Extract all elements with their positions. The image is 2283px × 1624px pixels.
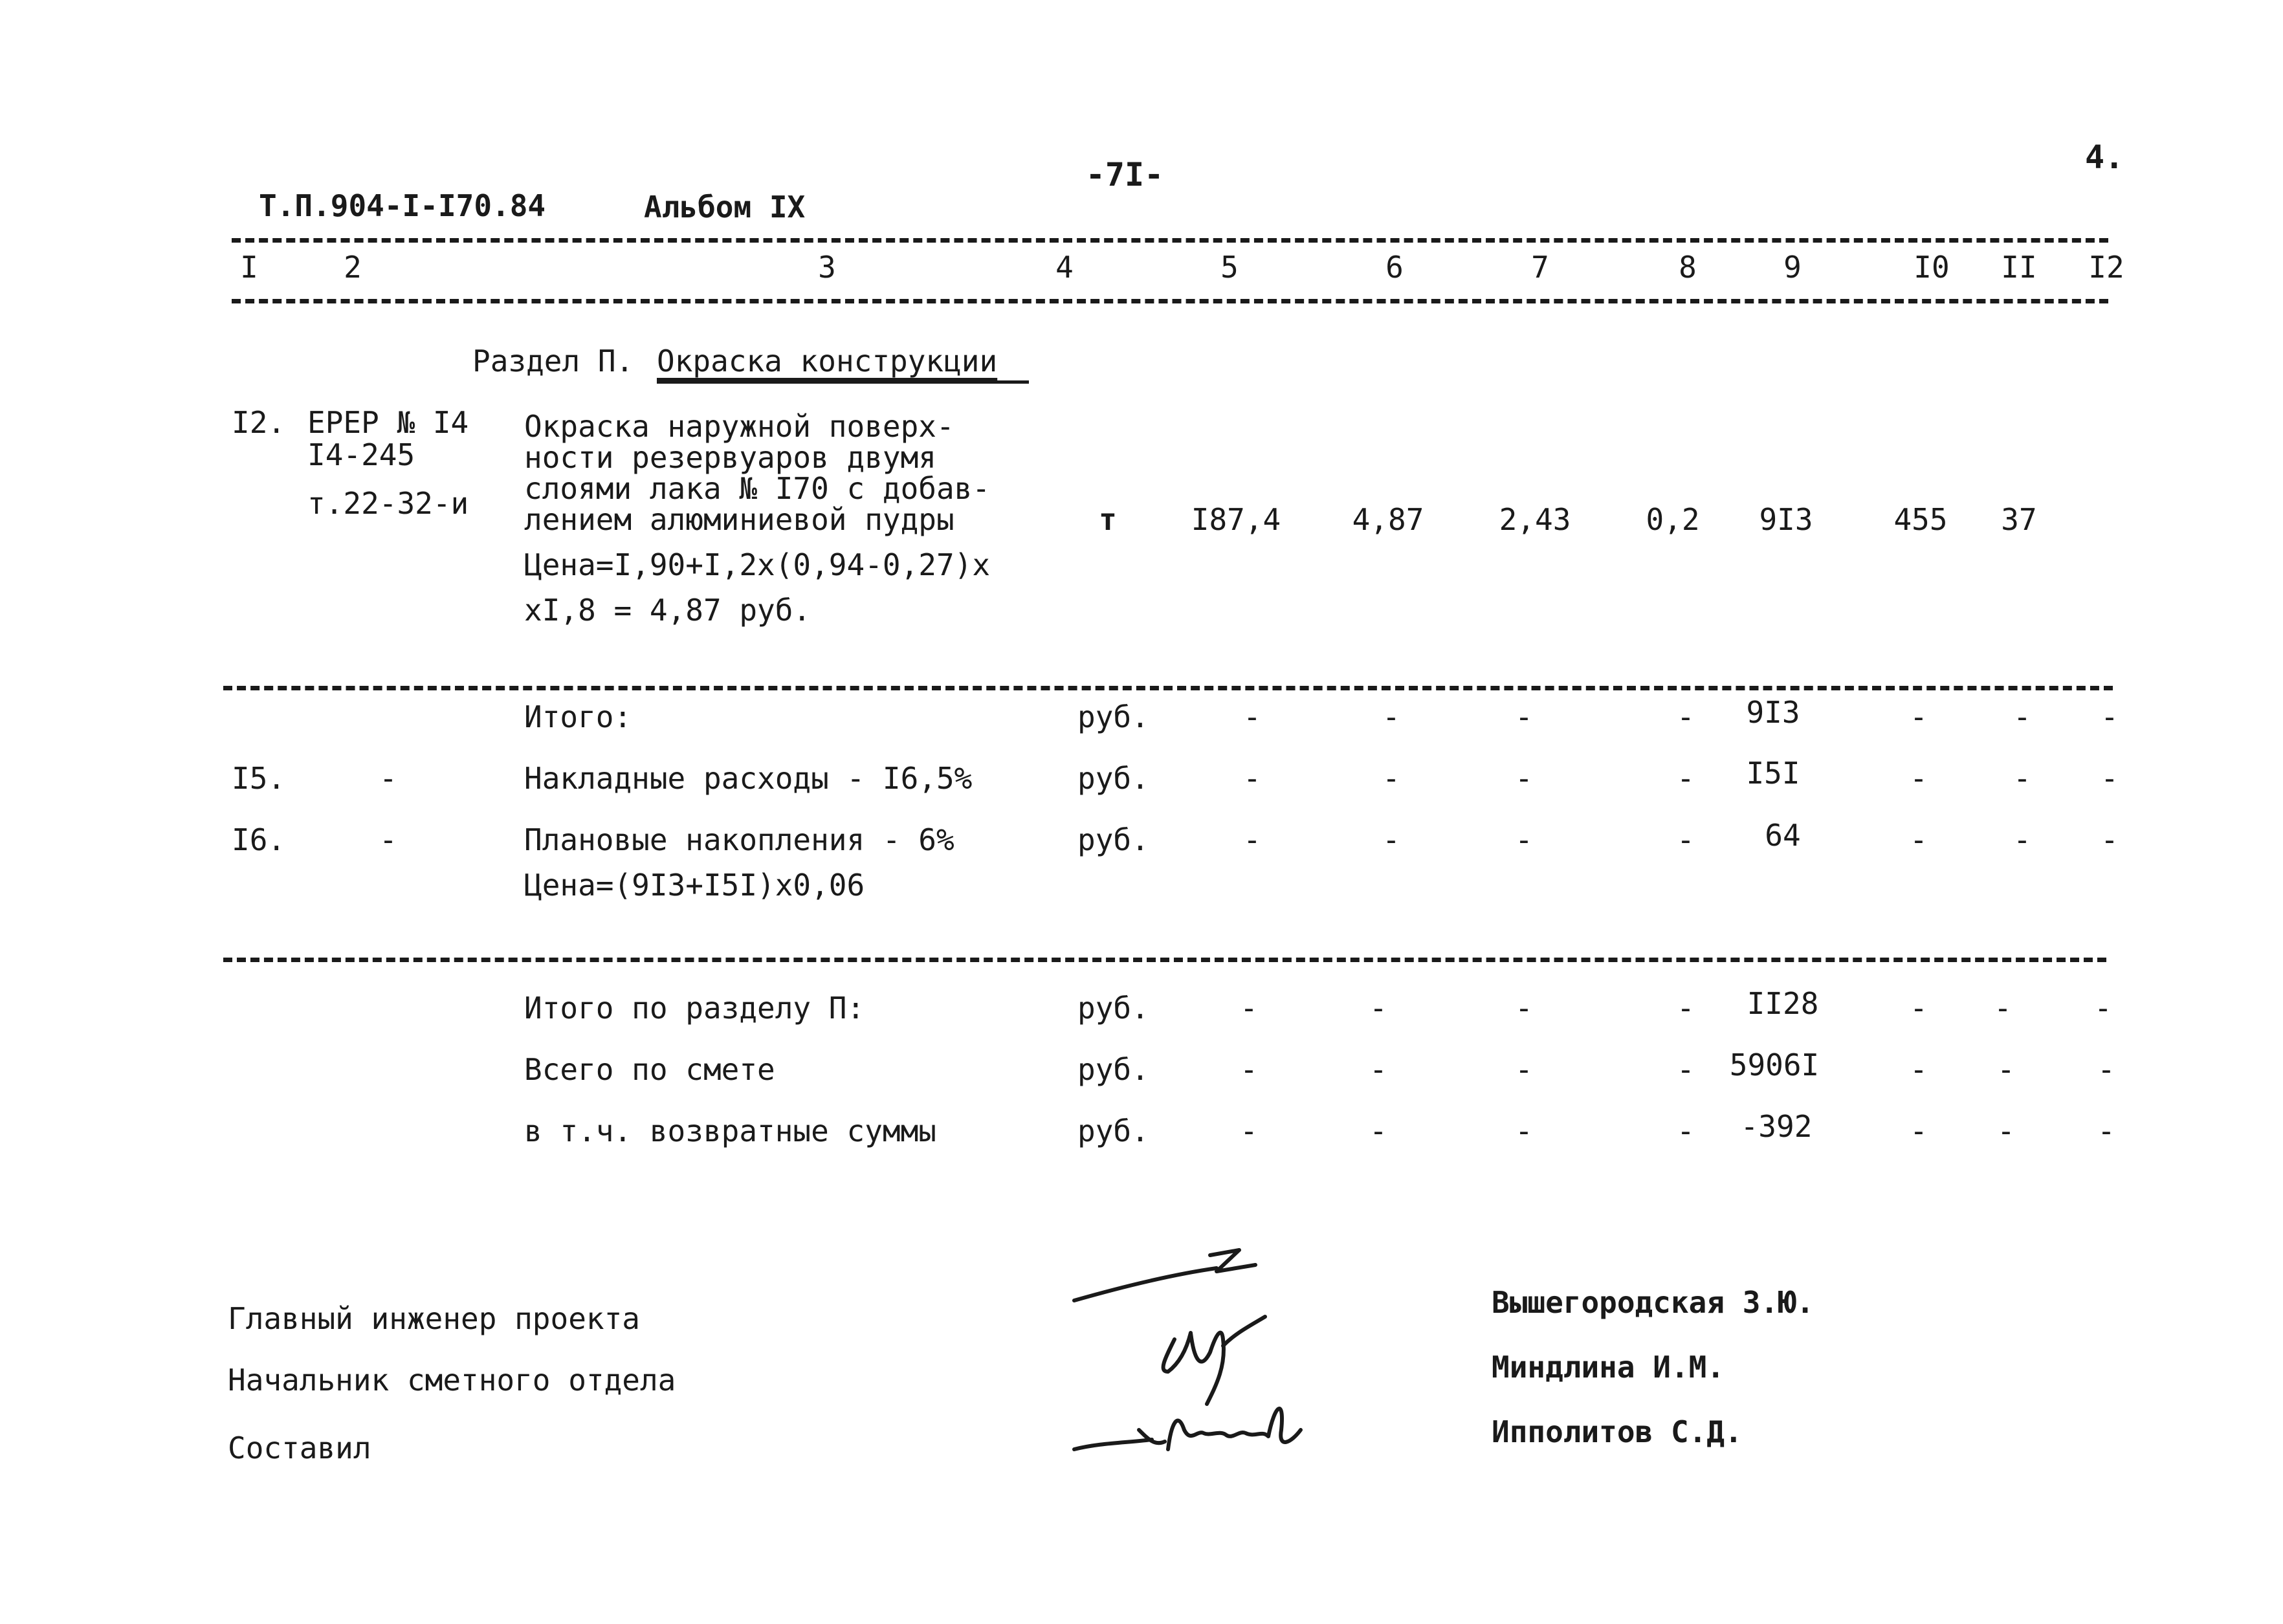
total-col9: -392 — [1740, 1109, 1813, 1144]
summary-col8: - — [1677, 822, 1695, 857]
summary-col10: - — [1910, 822, 1928, 857]
name-compiler: Ипполитов С.Д. — [1492, 1414, 1743, 1449]
summary-col12: - — [2101, 761, 2119, 796]
summary-col11: - — [2013, 761, 2031, 796]
total-col10: - — [1910, 991, 1928, 1026]
col-header-10: I0 — [1914, 250, 1950, 285]
total-col8: - — [1677, 1052, 1695, 1087]
summary-col2: - — [379, 761, 397, 796]
item-price-line: Цена=I,90+I,2х(0,94-0,27)х — [524, 547, 991, 582]
total-col11: - — [1994, 991, 2012, 1026]
item-col7: 2,43 — [1499, 502, 1571, 537]
total-col12: - — [2097, 1114, 2115, 1148]
summary-col5: - — [1243, 699, 1261, 734]
summary-col6: - — [1382, 761, 1400, 796]
col-header-2: 2 — [344, 250, 362, 285]
page-number: -7I- — [1085, 156, 1164, 193]
item-col8: 0,2 — [1646, 502, 1700, 537]
col-header-8: 8 — [1679, 250, 1697, 285]
col-header-7: 7 — [1531, 250, 1549, 285]
summary-col9: 64 — [1765, 818, 1801, 853]
summary-label: Итого: — [524, 699, 632, 734]
item-number: I2. — [232, 405, 286, 440]
total-label: Всего по смете — [524, 1052, 775, 1087]
header-rule-top — [232, 238, 2108, 243]
name-estimate-head: Миндлина И.М. — [1492, 1350, 1725, 1385]
total-col8: - — [1677, 1114, 1695, 1148]
total-col10: - — [1910, 1114, 1928, 1148]
total-col12: - — [2097, 1052, 2115, 1087]
role-compiler: Составил — [228, 1431, 371, 1465]
summary-col10: - — [1910, 699, 1928, 734]
sheet-number: 4. — [2085, 138, 2124, 176]
summary-col11: - — [2013, 822, 2031, 857]
total-col5: - — [1240, 991, 1258, 1026]
total-col6: - — [1369, 991, 1387, 1026]
summary-col7: - — [1515, 822, 1533, 857]
summary-col2: - — [379, 822, 397, 857]
col-header-4: 4 — [1055, 250, 1074, 285]
col-header-12: I2 — [2088, 250, 2124, 285]
summary-unit: руб. — [1077, 761, 1149, 796]
item-unit: т — [1099, 502, 1117, 537]
total-col11: - — [1997, 1052, 2015, 1087]
col-header-9: 9 — [1783, 250, 1802, 285]
handwritten-signatures — [1061, 1236, 1424, 1482]
total-col7: - — [1515, 1114, 1533, 1148]
total-label: Итого по разделу П: — [524, 991, 865, 1026]
total-col7: - — [1515, 991, 1533, 1026]
name-chief-engineer: Вышегородская З.Ю. — [1492, 1285, 1814, 1320]
role-estimate-head: Начальник сметного отдела — [228, 1363, 676, 1398]
total-col11: - — [1997, 1114, 2015, 1148]
item-ref-line: ЕРЕР № I4 — [307, 405, 469, 440]
item-col10: 455 — [1893, 502, 1948, 537]
summary-label: Накладные расходы - I6,5% — [524, 761, 973, 796]
total-col10: - — [1910, 1052, 1928, 1087]
total-col6: - — [1369, 1114, 1387, 1148]
section-title-underline — [657, 380, 1029, 384]
total-label: в т.ч. возвратные суммы — [524, 1114, 936, 1148]
rule-before-subtotal — [223, 686, 2113, 690]
summary-col12: - — [2101, 822, 2119, 857]
item-ref-line: т.22-32-и — [307, 486, 469, 521]
total-col8: - — [1677, 991, 1695, 1026]
album-label: Альбом IX — [644, 190, 806, 225]
summary-col7: - — [1515, 761, 1533, 796]
summary-col10: - — [1910, 761, 1928, 796]
total-col5: - — [1240, 1052, 1258, 1087]
summary-col5: - — [1243, 822, 1261, 857]
item-ref-line: I4-245 — [307, 437, 415, 472]
summary-col6: - — [1382, 699, 1400, 734]
total-unit: руб. — [1077, 991, 1149, 1026]
summary-col12: - — [2101, 699, 2119, 734]
col-header-1: I — [240, 250, 258, 285]
total-col7: - — [1515, 1052, 1533, 1087]
item-desc-line: слоями лака № I70 с добав- — [524, 471, 991, 506]
item-total: 9I3 — [1759, 502, 1813, 537]
summary-col7: - — [1515, 699, 1533, 734]
summary-col8: - — [1677, 761, 1695, 796]
role-chief-engineer: Главный инженер проекта — [228, 1301, 640, 1336]
total-unit: руб. — [1077, 1052, 1149, 1087]
item-desc-line: лением алюминиевой пудры — [524, 502, 954, 537]
col-header-5: 5 — [1220, 250, 1239, 285]
item-16-price: Цена=(9I3+I5I)х0,06 — [524, 868, 865, 903]
summary-col9: I5I — [1746, 756, 1800, 791]
doc-code: Т.П.904-I-I70.84 — [259, 188, 546, 223]
summary-col5: - — [1243, 761, 1261, 796]
summary-col6: - — [1382, 822, 1400, 857]
summary-num: I6. — [232, 822, 286, 857]
total-col9: 5906I — [1729, 1048, 1820, 1082]
total-col9: II28 — [1747, 986, 1819, 1021]
header-rule-bottom — [232, 299, 2108, 303]
rule-before-totals — [223, 958, 2106, 962]
item-quantity: I87,4 — [1191, 502, 1281, 537]
item-col11: 37 — [2001, 502, 2037, 537]
section-title: Окраска конструкции — [657, 344, 998, 379]
col-header-11: II — [2001, 250, 2037, 285]
item-unit-price: 4,87 — [1352, 502, 1424, 537]
item-desc-line: Окраска наружной поверх- — [524, 409, 954, 444]
item-desc-line: ности резервуаров двумя — [524, 440, 936, 475]
total-col5: - — [1240, 1114, 1258, 1148]
total-col12: - — [2094, 991, 2112, 1026]
summary-label: Плановые накопления - 6% — [524, 822, 954, 857]
summary-col9: 9I3 — [1746, 695, 1800, 730]
summary-unit: руб. — [1077, 699, 1149, 734]
summary-col11: - — [2013, 699, 2031, 734]
summary-unit: руб. — [1077, 822, 1149, 857]
summary-col8: - — [1677, 699, 1695, 734]
item-price-line: хI,8 = 4,87 руб. — [524, 593, 811, 628]
summary-num: I5. — [232, 761, 286, 796]
section-prefix: Раздел П. — [472, 344, 634, 379]
col-header-6: 6 — [1385, 250, 1404, 285]
col-header-3: 3 — [818, 250, 836, 285]
total-unit: руб. — [1077, 1114, 1149, 1148]
total-col6: - — [1369, 1052, 1387, 1087]
